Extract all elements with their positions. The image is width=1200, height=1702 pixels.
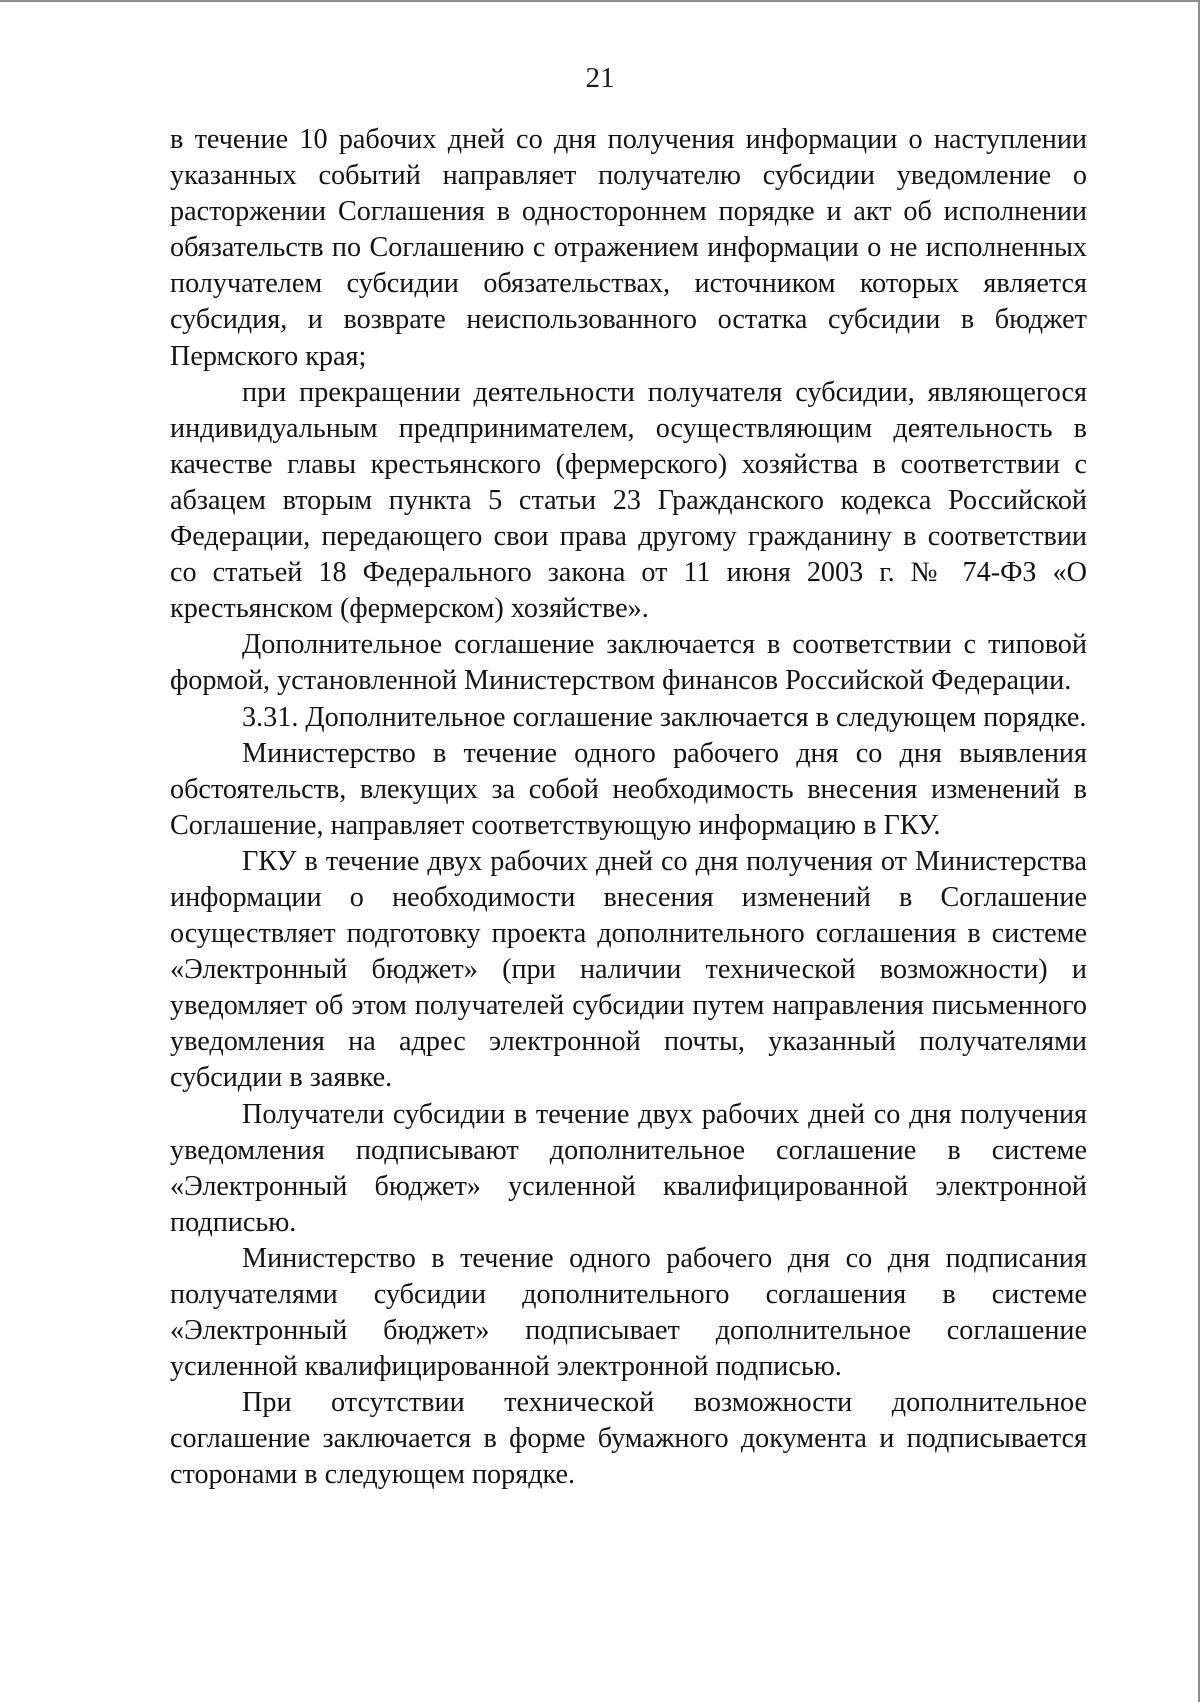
paragraph: ГКУ в течение двух рабочих дней со дня получения от Министерства информации о необходимости внесения изменений в Соглашение осуществляет подготовку проекта дополнительного соглашения в системе «Электронный бюджет» (при наличии технической возможности) и уведомляет об этом получателей субсидии путем направления письменного уведомления на адрес электронной почты, указанный получателями субсидии в заявке.: [170, 845, 1087, 1094]
paragraph: Министерство в течение одного рабочего дня со дня подписания получателями субсидии дополнительного соглашения в системе «Электронный бюджет» подписывает дополнительное соглашение усиленной квалифицированной электронной подписью.: [170, 1242, 1087, 1383]
paragraph: Получатели субсидии в течение двух рабочих дней со дня получения уведомления подписывают дополнительное соглашение в системе «Электронный бюджет» усиленной квалифицированной электронной подписью.: [170, 1098, 1087, 1238]
document-body: [170, 122, 1087, 1494]
page-number: 21: [585, 62, 615, 94]
scan-edge-top: [0, 0, 1200, 2]
paragraph: Министерство в течение одного рабочего дня со дня выявления обстоятельств, влекущих за собой необходимость внесения изменений в Соглашение, направляет соответствующую информацию в ГКУ.: [170, 737, 1087, 841]
paragraph: Дополнительное соглашение заключается в соответствии с типовой формой, установленной Министерством финансов Российской Федерации.: [170, 629, 1087, 697]
paragraph: при прекращении деятельности получателя субсидии, являющегося индивидуальным предпринимателем, осуществляющим деятельность в качестве главы крестьянского (фермерского) хозяйства в соответствии с абзацем вторым пункта 5 статьи 23 Гражданского кодекса Российской Федерации, передающего свои права другому гражданину в соответствии со статьей 18 Федерального закона от 11 июня 2003 г. № 74-ФЗ «О крестьянском (фермерском) хозяйстве».: [170, 376, 1087, 625]
paragraph: При отсутствии технической возможности дополнительное соглашение заключается в форме бумажного документа и подписывается сторонами в следующем порядке.: [170, 1387, 1087, 1491]
paragraph: в течение 10 рабочих дней со дня получения информации о наступлении указанных событий направляет получателю субсидии уведомление о расторжении Соглашения в одностороннем порядке и акт об исполнении обязательств по Соглашению с отражением информации о не исполненных получателем субсидии обязательствах, источником которых является субсидия, и возврате неиспользованного остатка субсидии в бюджет Пермского края;: [170, 124, 1087, 372]
paragraph: 3.31. Дополнительное соглашение заключается в следующем порядке.: [242, 701, 1087, 733]
